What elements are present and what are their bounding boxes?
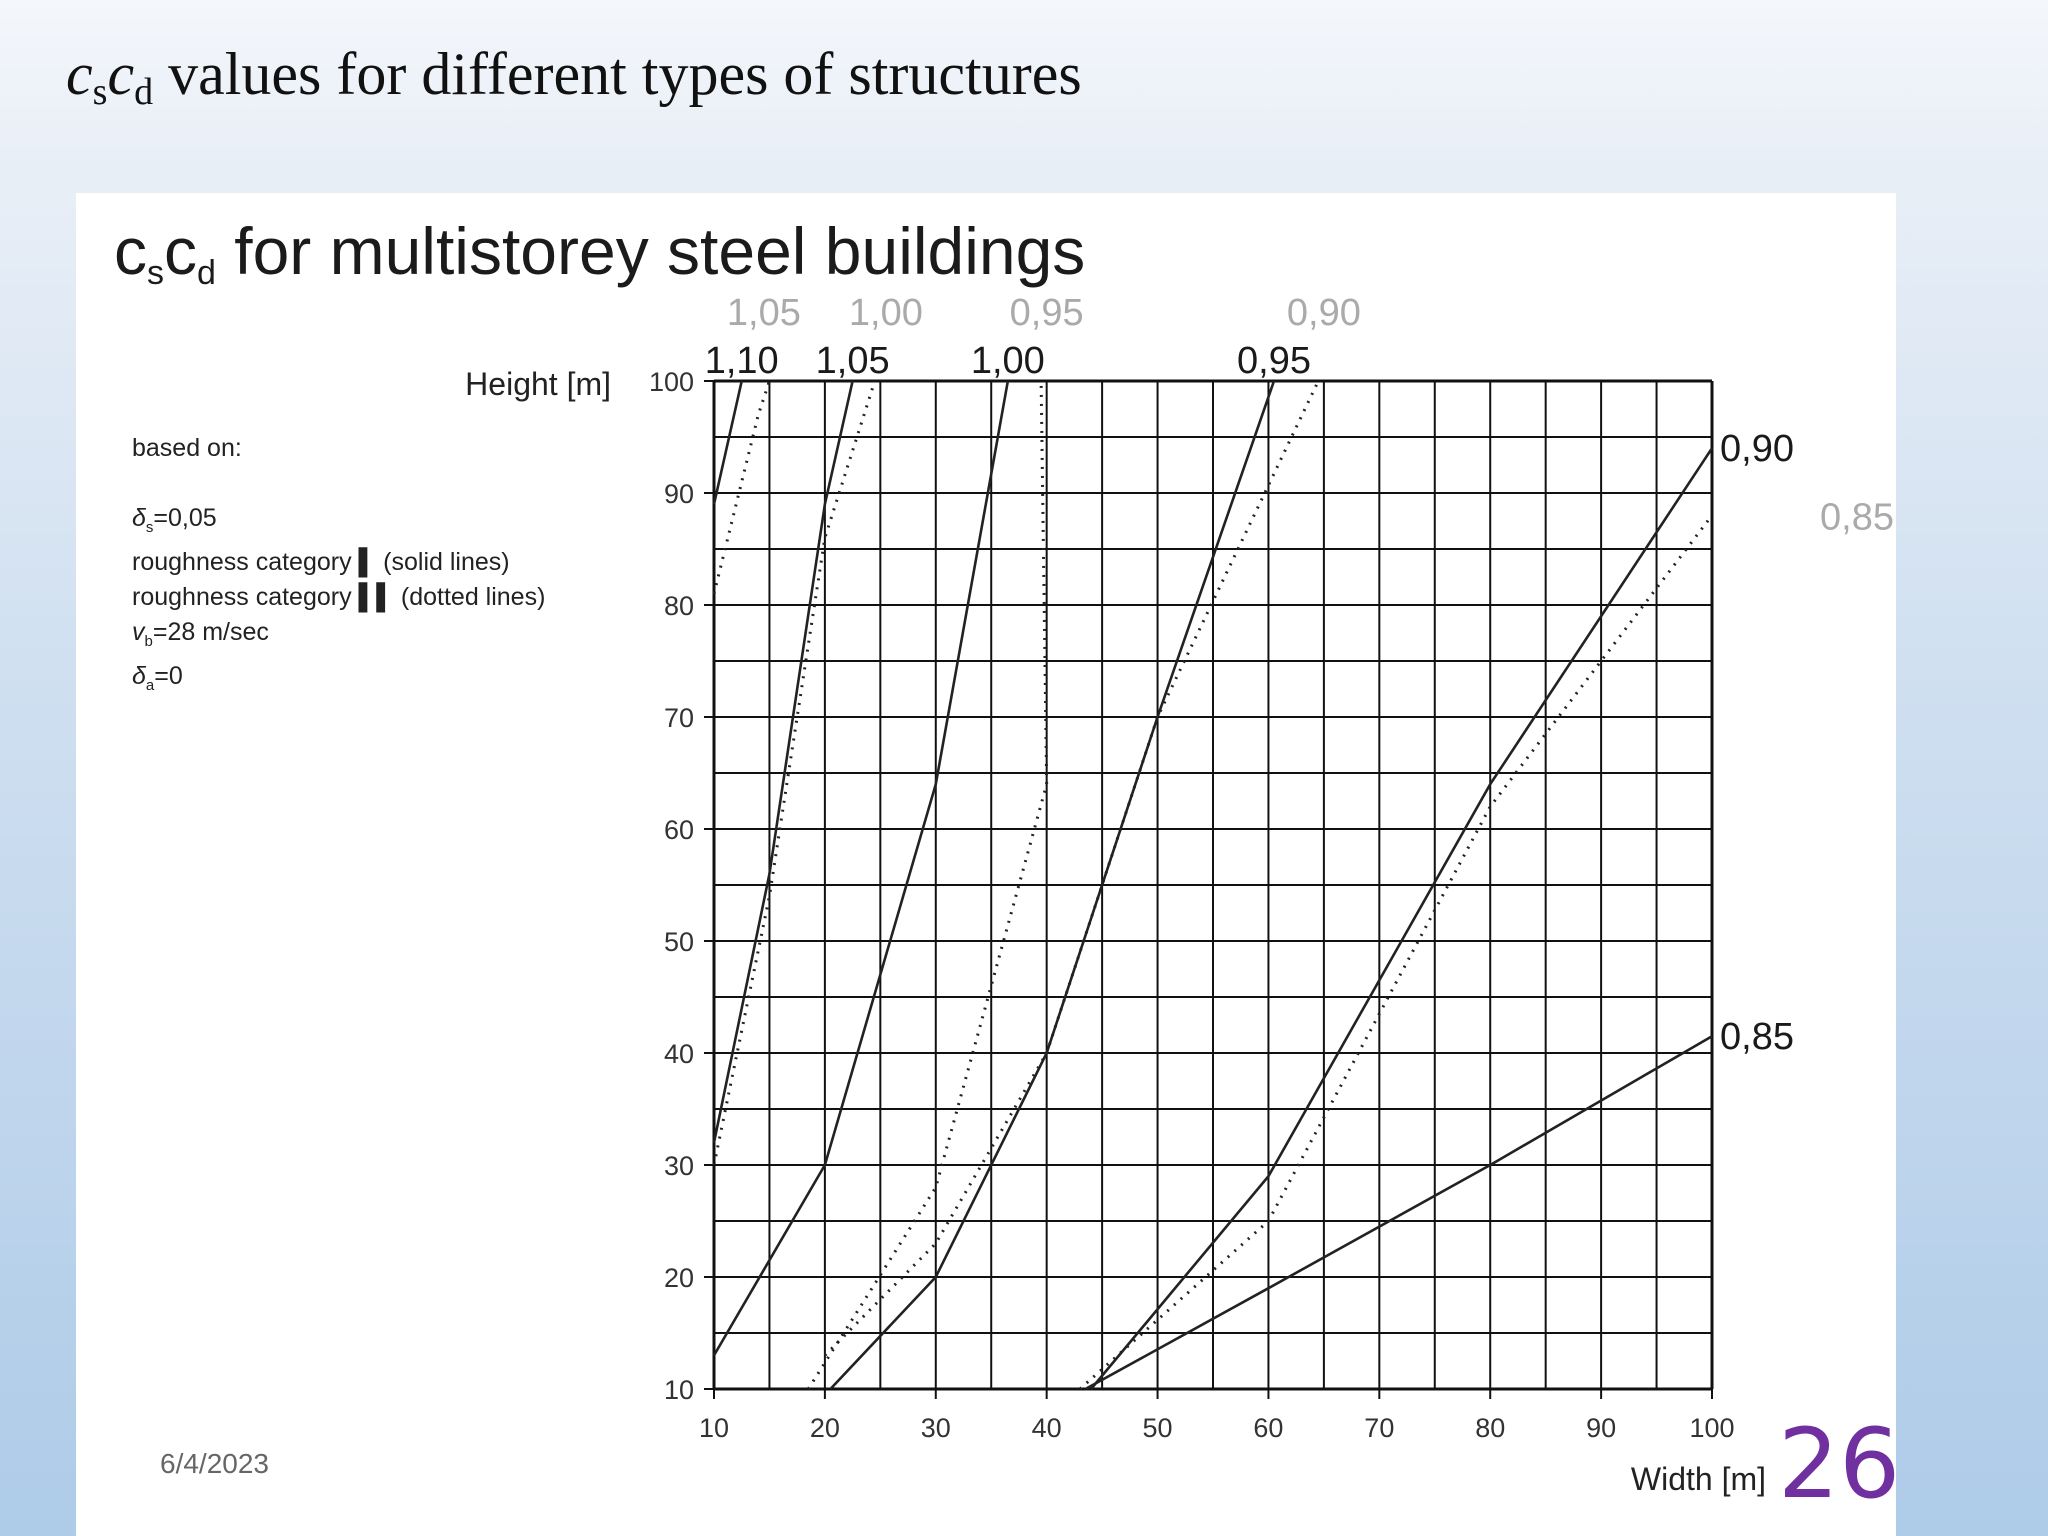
curve-label-solid: 0,85	[1720, 1016, 1794, 1059]
chart-title: $c_sc_d$ for multistorey steel buildings	[114, 214, 1086, 292]
y-tick-label: 10	[663, 1375, 694, 1405]
x-tick-label: 40	[1031, 1413, 1062, 1443]
curve-label-solid: 0,90	[1720, 428, 1794, 471]
note-vb: $v_b=28$ m/sec	[132, 618, 269, 650]
x-tick-label: 90	[1586, 1413, 1617, 1443]
y-axis-label: Height [m]	[465, 366, 611, 402]
y-tick-label: 30	[663, 1151, 694, 1181]
note-roughness-solid: roughness category ▌ (solid lines)	[132, 548, 510, 576]
grid	[704, 381, 1712, 1399]
tick-labels	[649, 367, 1735, 1443]
series-line-solid	[714, 381, 742, 504]
note-roughness-dotted: roughness category ▌▌ (dotted lines)	[132, 583, 546, 611]
series-line-solid	[714, 381, 1008, 1355]
curve-label-dotted: 0,95	[1009, 292, 1084, 334]
curve-label-solid: 1,00	[970, 340, 1045, 382]
y-tick-label: 80	[663, 591, 694, 621]
curve-label-dotted: 0,85	[1820, 496, 1894, 539]
notes-heading: based on:	[132, 434, 242, 462]
series-line-dotted	[825, 381, 1318, 1355]
y-tick-label: 100	[648, 367, 694, 397]
slide-date: 6/4/2023	[160, 1448, 269, 1479]
x-tick-label: 100	[1689, 1413, 1735, 1443]
note-delta-a: $\delta_a=0$	[132, 662, 183, 694]
curve-label-solid: 1,10	[704, 340, 779, 382]
y-tick-label: 70	[663, 703, 694, 733]
series-line-solid	[1085, 1036, 1712, 1389]
x-axis-label: Width [m]	[1630, 1461, 1766, 1497]
curve-label-dotted: 0,90	[1286, 292, 1361, 334]
y-tick-label: 90	[663, 479, 694, 509]
x-tick-label: 20	[809, 1413, 840, 1443]
curve-label-dotted: 1,05	[726, 292, 801, 334]
figure-panel	[76, 193, 1896, 1536]
y-tick-label: 40	[663, 1039, 694, 1069]
y-tick-label: 20	[663, 1263, 694, 1293]
x-tick-label: 80	[1475, 1413, 1506, 1443]
x-tick-label: 50	[1142, 1413, 1173, 1443]
series-line-solid	[714, 381, 853, 1143]
y-tick-label: 60	[663, 815, 694, 845]
y-tick-label: 50	[663, 927, 694, 957]
curve-label-solid: 1,05	[815, 340, 890, 382]
x-tick-label: 70	[1364, 1413, 1395, 1443]
curve-label-solid: 0,95	[1237, 340, 1311, 382]
series-line-solid	[1091, 448, 1712, 1389]
curve-label-dotted: 1,00	[848, 292, 923, 334]
slide-number: 26	[1778, 1408, 1901, 1520]
note-delta-s: $\delta_s=0,05$	[132, 504, 217, 536]
chart	[76, 193, 1896, 1536]
x-tick-label: 60	[1253, 1413, 1284, 1443]
x-tick-label: 10	[698, 1413, 730, 1443]
curve-labels	[705, 292, 1894, 1058]
series-line-dotted	[714, 381, 769, 594]
slide-title: $c_sc_d$ values for different types of structures	[66, 41, 1082, 113]
x-tick-label: 30	[920, 1413, 951, 1443]
